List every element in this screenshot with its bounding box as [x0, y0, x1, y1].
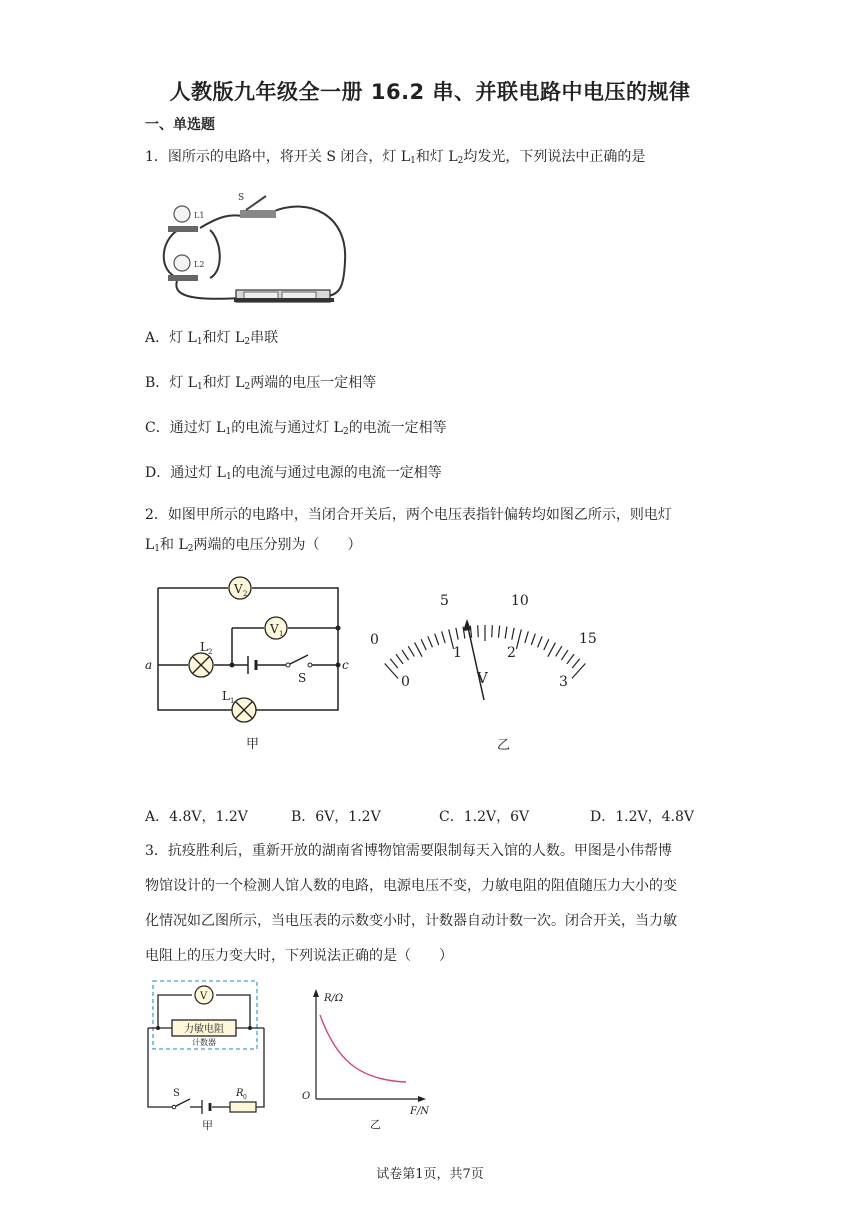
scale-label: 0: [370, 632, 379, 648]
node-c-label: c: [342, 658, 349, 672]
dial-tick: [402, 650, 409, 660]
dial-tick: [548, 643, 556, 657]
svg-text:2: 2: [243, 590, 248, 598]
scale-label: 2: [507, 645, 516, 661]
q2-option-c: C．1.2V，6V: [439, 809, 530, 825]
dial-tick: [525, 631, 528, 642]
q1-option-a: A．灯 $L_1$和灯 $L_2$串联: [145, 330, 279, 347]
question-3-circuit-diagram: [140, 978, 275, 1136]
dial-tick: [531, 634, 535, 645]
svg-text:L: L: [200, 640, 208, 654]
voltmeter-icon: [195, 986, 213, 1004]
dial-tick: [390, 659, 398, 668]
dial-tick: [428, 636, 433, 647]
dial-tick: [408, 646, 414, 656]
page-footer: 试卷第1页，共7页: [376, 1167, 484, 1182]
x-axis-label: F/N: [410, 1106, 430, 1117]
needle-icon: [463, 619, 484, 700]
dial-tick: [572, 659, 580, 668]
dial-tick: [505, 627, 507, 639]
question-2-voltmeter-dial: [365, 585, 610, 755]
dial-tick: [415, 643, 423, 657]
q1-option-c: C．通过灯 $L_1$的电流与通过灯 $L_2$的电流一定相等: [145, 420, 447, 437]
dial-tick: [556, 646, 562, 656]
scale-label: 10: [511, 593, 529, 609]
question-number: 3．: [145, 843, 168, 859]
svg-text:V: V: [234, 582, 243, 596]
figure-caption: 乙: [497, 738, 511, 753]
switch-label: S: [298, 671, 307, 685]
voltmeter-v2-icon: [229, 577, 251, 599]
svg-text:L: L: [222, 689, 230, 703]
scale-label: 15: [579, 631, 597, 647]
unit-label: V: [477, 669, 488, 687]
q2-option-d: D．1.2V，4.8V: [590, 809, 694, 825]
dial-tick: [456, 628, 458, 640]
counter-label: 计数器: [192, 1038, 216, 1047]
q1-option-d: D．通过灯 $L_1$的电流与通过电源的电流一定相等: [145, 465, 442, 482]
dial-tick: [567, 654, 574, 664]
fig-label-l1: L1: [194, 211, 205, 220]
switch-icon: [238, 193, 276, 218]
lamp-l1-icon: [222, 689, 256, 722]
force-sensitive-resistor: [172, 1020, 236, 1036]
q2-options: [145, 806, 725, 826]
q1-option-b: B．灯 $L_1$和灯 $L_2$两端的电压一定相等: [145, 375, 377, 392]
question-3-stem: 3．抗疫胜利后，重新开放的湖南省博物馆需要限制每天入馆的人数。甲图是小伟帮博 物馆设计的一个检测人馆人数的电路，电源电压不变，力敏电阻的阻值随压力大小的变 化情况如乙图所示，当电压表的示数变小时，计数器自动计数一次。闭合开关，当力敏 电阻上的压力变大时，下列说法正确的是（ ）: [145, 843, 677, 964]
scale-label: 3: [559, 674, 568, 690]
question-1-circuit-photo: [150, 186, 350, 308]
node-a-label: a: [145, 658, 153, 672]
dial-tick: [492, 625, 493, 637]
dial-tick: [396, 654, 403, 664]
svg-text:2: 2: [208, 648, 213, 656]
svg-text:1: 1: [279, 630, 284, 638]
section-heading: 一、单选题: [145, 117, 215, 133]
q2-option-a: A．4.8V，1.2V: [145, 809, 248, 825]
question-2-circuit-diagram: [140, 570, 365, 755]
dial-tick: [516, 629, 521, 648]
figure-caption: 甲: [246, 737, 260, 752]
svg-text:V: V: [200, 991, 208, 1002]
svg-text:V: V: [270, 622, 279, 636]
figure-caption: 甲: [202, 1119, 213, 1132]
question-number: 1．: [145, 149, 168, 165]
scale-label: 1: [453, 645, 462, 661]
voltmeter-v1-icon: [265, 617, 287, 639]
question-1-stem: 1．图所示的电路中，将开关 S 闭合，灯 $L_1$和灯 $L_2$均发光，下列说法中正确的是: [145, 149, 646, 166]
question-2-stem: 2．如图甲所示的电路中，当闭合开关后，两个电压表指针偏转均如图乙所示，则电灯 $L_1$和 $L_2$两端的电压分别为（ ）: [145, 507, 672, 554]
y-axis-label: R/Ω: [324, 993, 344, 1004]
figure-caption: 乙: [370, 1118, 381, 1131]
fig-label-l2: L2: [194, 260, 205, 269]
dial-tick: [561, 650, 568, 660]
svg-text:1: 1: [230, 697, 235, 705]
resistance-curve: [320, 1015, 406, 1082]
origin-label: O: [302, 1091, 311, 1102]
battery-holder-icon: [234, 290, 334, 302]
bulb-l2-icon: [168, 255, 204, 281]
question-3-resistance-force-graph: [298, 985, 433, 1135]
page-title: 人教版九年级全一册 16.2 串、并联电路中电压的规律: [169, 80, 691, 104]
dial-tick: [538, 636, 543, 647]
resistor-r0: [230, 1088, 256, 1112]
dial-tick: [512, 628, 514, 640]
bulb-l1-icon: [168, 206, 204, 232]
svg-text:力敏电阻: 力敏电阻: [184, 1024, 224, 1035]
scale-label: 0: [401, 674, 410, 690]
dial-tick: [544, 639, 549, 650]
fig-label-s: S: [238, 193, 245, 203]
switch-label: S: [173, 1088, 180, 1099]
dial-tick: [442, 631, 445, 642]
scale-label: 5: [440, 593, 449, 609]
dial-tick: [421, 639, 426, 650]
svg-text:R: R: [236, 1088, 244, 1099]
dial-tick: [498, 626, 499, 638]
q2-option-b: B．6V，1.2V: [291, 809, 381, 825]
dial-tick: [478, 625, 479, 637]
lamp-l2-icon: [189, 640, 213, 677]
svg-text:0: 0: [243, 1094, 247, 1101]
dial-tick: [435, 634, 439, 645]
question-number: 2．: [145, 507, 168, 523]
